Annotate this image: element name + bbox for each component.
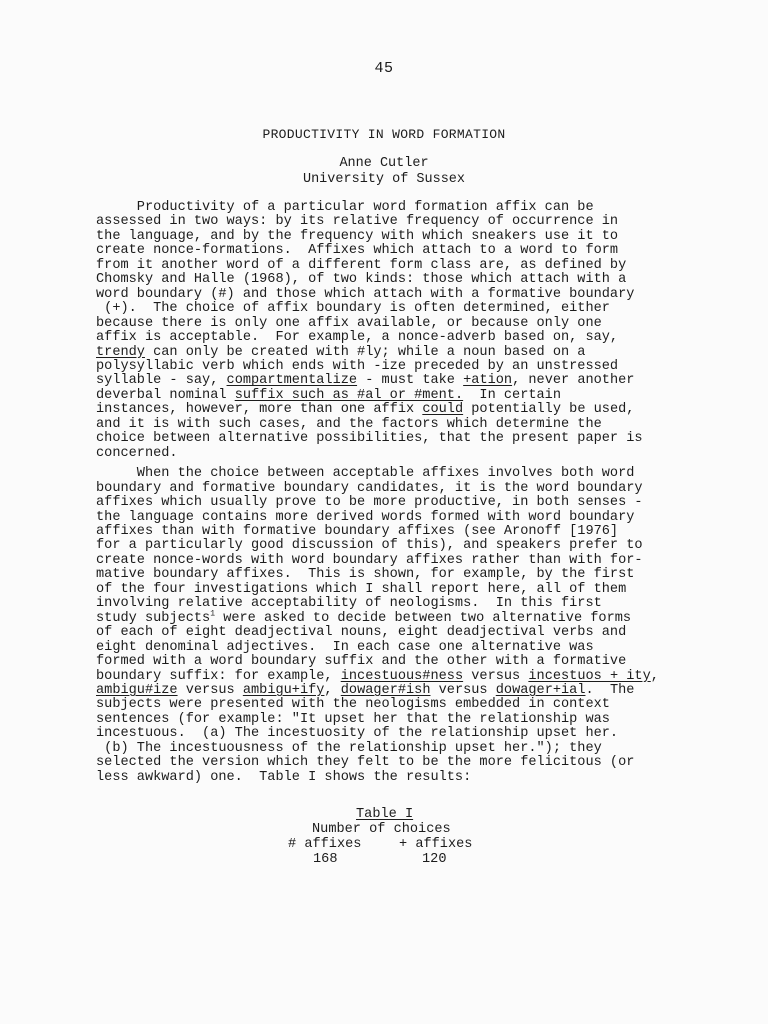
text-line <box>96 684 686 698</box>
text-segment: instances, however, more than one affix <box>96 402 423 418</box>
text-line <box>96 609 686 626</box>
text-segment: , <box>650 668 659 684</box>
text-line <box>96 597 686 611</box>
text-line <box>96 201 686 215</box>
text-line <box>96 467 686 481</box>
text-line <box>96 568 686 582</box>
text-line <box>96 583 686 597</box>
text-segment: (b) The incestuousness of the relationship upset her."); they <box>96 740 602 756</box>
text-line <box>96 331 686 345</box>
text-line <box>96 259 686 273</box>
footnote-marker: 1 <box>210 609 216 619</box>
text-segment: for a particularly good discussion of this), and speakers prefer to <box>96 538 643 554</box>
text-segment: In certain <box>463 387 562 403</box>
text-line <box>96 698 686 712</box>
text-line <box>96 346 686 360</box>
text-line <box>96 539 686 553</box>
text-line <box>96 742 686 756</box>
text-segment: can only be created with #ly; while a noun based on a <box>144 344 586 360</box>
author-name: Anne Cutler <box>339 156 429 171</box>
text-line <box>96 317 686 331</box>
text-segment: study subjects <box>96 610 211 626</box>
table-title: Table I <box>356 807 414 822</box>
table-1 <box>0 807 768 867</box>
underlined-term: ambigu+ify <box>242 682 325 698</box>
underlined-term: dowager#ish <box>340 682 431 698</box>
text-segment: , <box>324 682 341 698</box>
text-segment: from it another word of a different form class are, as defined by <box>96 257 627 273</box>
paragraph-2 <box>96 467 686 785</box>
text-segment: mative boundary affixes. This is shown, for example, by the first <box>96 567 635 583</box>
text-segment: selected the version which they felt to be the more felicitous (or <box>96 755 635 771</box>
text-segment: were asked to decide between two alternative forms <box>215 610 632 626</box>
text-segment: deverbal nominal <box>96 387 235 403</box>
table-value-word-boundary: 168 <box>313 852 338 867</box>
text-line <box>96 756 686 770</box>
text-segment: create nonce-formations. Affixes which attach to a word to form <box>96 243 619 259</box>
text-segment: - must take <box>357 373 464 389</box>
text-line <box>96 230 686 244</box>
text-segment: When the choice between acceptable affixes involves both word <box>96 466 635 482</box>
text-segment: versus <box>177 682 243 698</box>
text-line <box>96 389 686 403</box>
paper-title: PRODUCTIVITY IN WORD FORMATION <box>262 127 506 142</box>
text-line <box>96 418 686 432</box>
underlined-term: could <box>422 402 464 418</box>
text-line <box>96 713 686 727</box>
underlined-term: dowager+ial <box>495 682 586 698</box>
author-affiliation: University of Sussex <box>302 172 466 187</box>
underlined-term: incestuos + ity <box>528 668 651 684</box>
table-value-formative-boundary: 120 <box>422 852 447 867</box>
text-line <box>96 496 686 510</box>
text-line <box>96 432 686 446</box>
text-segment: (+). The choice of affix boundary is often determined, either <box>96 301 610 317</box>
underlined-term: +ation <box>463 373 513 389</box>
text-line <box>96 215 686 229</box>
text-line <box>96 302 686 316</box>
text-segment: boundary and formative boundary candidates, it is the word boundary <box>96 480 643 496</box>
text-segment: the language contains more derived words formed with word boundary <box>96 509 635 525</box>
page-number: 45 <box>374 60 394 77</box>
text-segment: assessed in two ways: by its relative frequency of occurrence in <box>96 214 619 230</box>
text-line <box>96 525 686 539</box>
text-segment: boundary suffix: for example, <box>96 668 341 684</box>
text-line <box>96 374 686 388</box>
text-segment: formed with a word boundary suffix and the other with a formative <box>96 654 627 670</box>
text-segment: versus <box>430 682 496 698</box>
text-segment: choice between alternative possibilities, that the present paper is <box>96 431 643 447</box>
text-segment: . The <box>585 682 635 698</box>
text-line <box>96 511 686 525</box>
text-segment: of the four investigations which I shall report here, all of them <box>96 581 627 597</box>
underlined-term: suffix such as #al or #ment. <box>234 387 464 403</box>
text-segment: Chomsky and Halle (1968), of two kinds: those which attach with a <box>96 272 627 288</box>
paragraph-1 <box>96 201 686 461</box>
text-segment: sentences (for example: "It upset her that the relationship was <box>96 711 610 727</box>
text-segment: incestuous. (a) The incestuosity of the relationship upset her. <box>96 726 619 742</box>
text-segment: affixes which usually prove to be more productive, in both senses - <box>96 495 643 511</box>
text-segment: and it is with such cases, and the factors which determine the <box>96 416 602 432</box>
text-segment: subjects were presented with the neologisms embedded in context <box>96 697 610 713</box>
text-line <box>96 727 686 741</box>
text-segment: create nonce-words with word boundary affixes rather than with for- <box>96 552 643 568</box>
text-line <box>96 482 686 496</box>
text-segment: affix is acceptable. For example, a nonce-adverb based on, say, <box>96 330 619 346</box>
text-line <box>96 447 686 461</box>
text-line <box>96 626 686 640</box>
table-header-word-boundary: # affixes <box>288 837 362 852</box>
underlined-term: trendy <box>96 344 145 360</box>
text-segment: because there is only one affix available, or because only one <box>96 315 602 331</box>
text-segment: versus <box>463 668 529 684</box>
text-segment: eight denominal adjectives. In each case one alternative was <box>96 639 594 655</box>
text-segment: Productivity of a particular word formation affix can be <box>96 200 594 215</box>
text-line <box>96 670 686 684</box>
underlined-term: ambigu#ize <box>96 682 178 698</box>
underlined-term: compartmentalize <box>226 373 358 389</box>
text-segment: concerned. <box>96 445 178 461</box>
text-line <box>96 771 686 785</box>
text-segment: of each of eight deadjectival nouns, eight deadjectival verbs and <box>96 625 627 641</box>
text-line <box>96 554 686 568</box>
text-segment: polysyllabic verb which ends with -ize preceded by an unstressed <box>96 358 619 374</box>
table-header-formative-boundary: + affixes <box>399 837 473 852</box>
text-segment: the language, and by the frequency with which sneakers use it to <box>96 228 619 244</box>
text-segment: less awkward) one. Table I shows the results: <box>96 769 472 785</box>
text-segment: involving relative acceptability of neologisms. In this first <box>96 596 602 612</box>
text-segment: , never another <box>512 373 635 389</box>
text-line <box>96 288 686 302</box>
underlined-term: incestuous#ness <box>340 668 464 684</box>
text-segment: syllable - say, <box>96 373 227 389</box>
text-line <box>96 360 686 374</box>
text-line <box>96 641 686 655</box>
text-line <box>96 273 686 287</box>
text-segment: potentially be used, <box>463 402 635 418</box>
text-line <box>96 403 686 417</box>
text-segment: word boundary (#) and those which attach with a formative boundary <box>96 286 635 302</box>
text-segment: affixes than with formative boundary affixes (see Aronoff [1976] <box>96 523 619 539</box>
table-subtitle: Number of choices <box>312 822 451 837</box>
body-text <box>96 201 686 785</box>
text-line <box>96 244 686 258</box>
text-line <box>96 655 686 669</box>
